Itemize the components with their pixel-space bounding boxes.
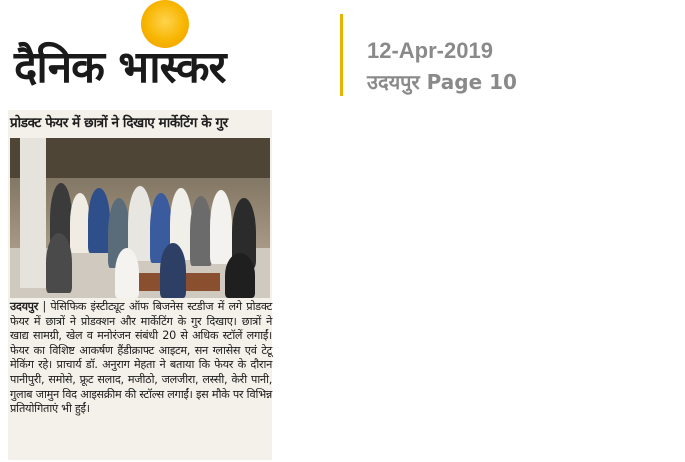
article-dateline: उदयपुर <box>10 300 38 313</box>
photo-person <box>190 196 212 266</box>
photo-person <box>160 243 186 298</box>
article-headline: प्रोडक्ट फेयर में छात्रों ने दिखाए मार्केटिंग के गुर <box>10 115 228 131</box>
photo-person <box>225 253 255 298</box>
photo-person <box>46 233 72 293</box>
news-clipping <box>8 110 272 460</box>
photo-person <box>70 193 90 253</box>
edition-date: 12-Apr-2019 <box>367 38 493 63</box>
masthead-divider <box>340 14 343 96</box>
article-body <box>10 300 272 417</box>
photo-person <box>88 188 110 253</box>
photo-person <box>210 190 232 264</box>
photo-person <box>115 248 139 298</box>
photo-background-wall <box>10 138 270 178</box>
edition-page: उदयपुर Page 10 <box>367 70 517 94</box>
masthead <box>0 0 685 110</box>
newspaper-logo: दैनिक भास्कर <box>14 42 226 93</box>
article-body-text: पेसिफिक इंस्टीट्यूट ऑफ बिजनेस स्टडीज में लगे प्रोडक्ट फेयर में छात्रों ने प्रोडक्शन और मार्केटिंग के गुर दिखाए। छात्रों ने खाद्य सामग्री, खेल व मनोरंजन संबंधी 20 से अधिक स्टॉलें लगाईं। फेयर का विशिष्ट आकर्षण हैंडीक्राफ्ट आइटम, सन ग्लासेस एवं टेटू मेकिंग रहे। प्राचार्य डॉ. अनुराग मेहता ने बताया कि फेयर के दौरान पानीपुरी, समोसे, फ्रूट सलाद, मजीठो, जलजीरा, लस्सी, केरी पानी, गुलाब जामुन विद आइसक्रीम की स्टॉल्स लगाईं। इस मौके पर विभिन्न प्रतियोगिताएं भी हुईं। <box>10 300 272 416</box>
article-photo <box>10 138 270 298</box>
dateline-separator: | <box>42 300 46 313</box>
photo-pillar <box>20 138 46 288</box>
